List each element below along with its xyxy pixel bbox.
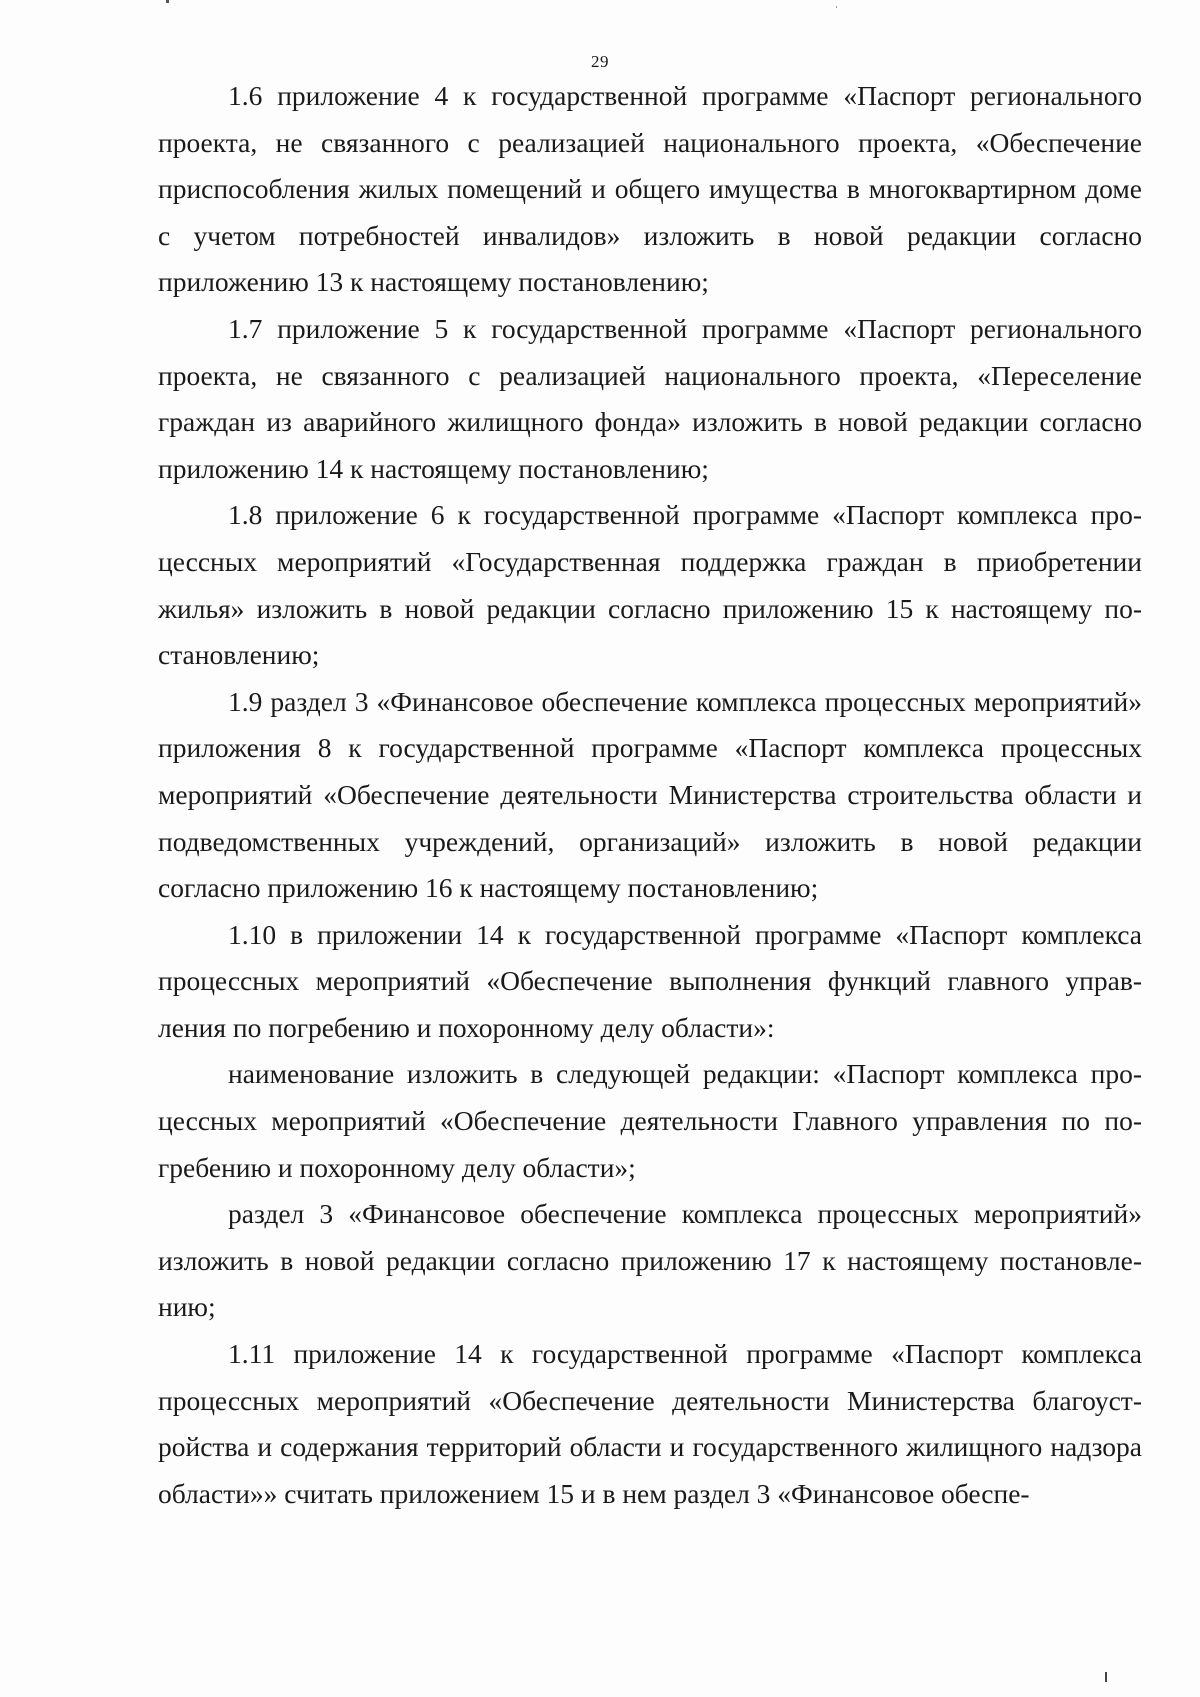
paragraph-1-10: 1.10 в приложении 14 к государственной программе «Паспорт комплекса процессных мероприятий «Обеспечение выполнения функций главного управления по погребению и похоронному делу области»: <box>158 918 1142 1043</box>
scan-speck <box>1105 1672 1107 1682</box>
paragraph-1-8: 1.8 приложение 6 к государственной программе «Паспорт комплекса процессных мероприятий «Государственная поддержка граждан в приобретении жилья» изложить в новой редакции согласно приложению 15 к настоящему постановлению; <box>158 499 1142 671</box>
paragraph-section-3: раздел 3 «Финансовое обеспечение комплекса процессных мероприятий» изложить в новой редакции согласно приложению 17 к настоящему постановлению; <box>158 1198 1142 1323</box>
paragraph-name-change: наименование изложить в следующей редакции: «Паспорт комплекса процессных мероприятий «Обеспечение деятельности Главного управления по погребению и похоронному делу области»; <box>158 1058 1142 1183</box>
paragraph-1-6: 1.6 приложение 4 к государственной программе «Паспорт регионального проекта, не связанного с реализацией национального проекта, «Обеспечение приспособления жилых помещений и общего имущества в многоквартирном доме с учетом потребностей инвалидов» изложить в новой редакции согласно приложению 13 к настоящему постановлению; <box>158 80 1142 298</box>
document-body <box>158 73 1142 1517</box>
paragraph-1-11: 1.11 приложение 14 к государственной программе «Паспорт комплекса процессных мероприятий «Обеспечение деятельности Министерства благоустройства и содержания территорий области и государственного жилищного надзора области»» считать приложением 15 и в нем раздел 3 «Финансовое обеспе- <box>158 1338 1142 1509</box>
scan-speck <box>166 0 169 3</box>
paragraph-1-7: 1.7 приложение 5 к государственной программе «Паспорт регионального проекта, не связанного с реализацией национального проекта, «Переселение граждан из аварийного жилищного фонда» изложить в новой редакции согласно приложению 14 к настоящему постановлению; <box>158 312 1142 484</box>
scan-speck <box>836 6 837 8</box>
paragraph-1-9: 1.9 раздел 3 «Финансовое обеспечение комплекса процессных мероприятий» приложения 8 к государственной программе «Паспорт комплекса процессных мероприятий «Обеспечение деятельности Министерства строительства области и подведомственных учреждений, организаций» изложить в новой редакции согласно приложению 16 к настоящему постановлению; <box>158 685 1142 904</box>
page-number: 29 <box>591 52 609 71</box>
